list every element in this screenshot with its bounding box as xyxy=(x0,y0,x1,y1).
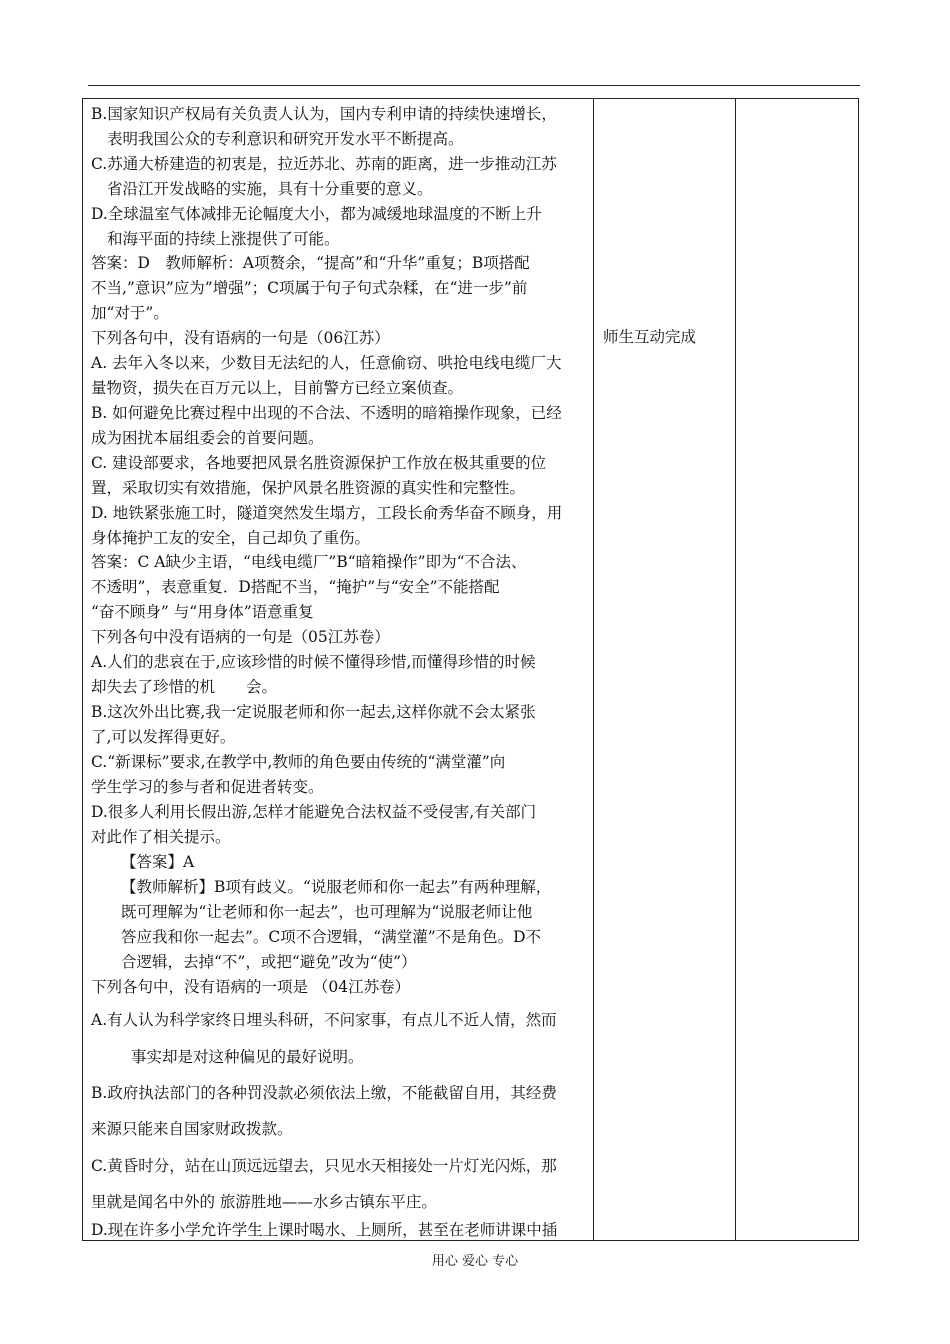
text-line: B.国家知识产权局有关负责人认为，国内专利申请的持续快速增长， xyxy=(91,105,557,123)
lesson-table xyxy=(82,98,859,1241)
column-divider-2 xyxy=(735,99,736,1240)
text-line: “奋不顾身” 与“用身体”语意重复 xyxy=(91,603,314,621)
text-line: B.这次外出比赛,我一定说服老师和你一起去,这样你就不会太紧张 xyxy=(91,703,536,721)
activity-note: 师生互动完成 xyxy=(603,328,697,346)
text-line: D.很多人利用长假出游,怎样才能避免合法权益不受侵害,有关部门 xyxy=(91,803,537,821)
header-rule xyxy=(88,85,860,86)
text-line: D.全球温室气体减排无论幅度大小，都为减缓地球温度的不断上升 xyxy=(91,205,542,223)
text-line: B.政府执法部门的各种罚没款必须依法上缴，不能截留自用，其经费 xyxy=(91,1084,557,1102)
text-line: 合逻辑，去掉“不”，或把“避免”改为“使”） xyxy=(121,953,417,971)
text-line: 下列各句中，没有语病的一项是 （04江苏卷） xyxy=(91,978,411,996)
text-line: 了,可以发挥得更好。 xyxy=(91,728,236,746)
text-line: D. 地铁紧张施工时，隧道突然发生塌方，工段长俞秀华奋不顾身，用 xyxy=(91,504,563,522)
text-line: 答应我和你一起去”。C项不合逻辑，“满堂灌”不是角色。D不 xyxy=(121,928,542,946)
text-line: C.“新课标”要求,在教学中,教师的角色要由传统的“满堂灌”向 xyxy=(91,753,506,771)
text-line: 加“对于”。 xyxy=(91,304,169,322)
text-line: 事实却是对这种偏见的最好说明。 xyxy=(131,1048,364,1066)
text-line: D.现在许多小学允许学生上课时喝水、上厕所，甚至在老师讲课中插 xyxy=(91,1221,558,1239)
text-line: 【教师解析】B项有歧义。“说服老师和你一起去”有两种理解， xyxy=(121,878,552,896)
text-line: 既可理解为“让老师和你一起去”，也可理解为“说服老师让他 xyxy=(121,903,533,921)
text-line: 答案：D 教师解析：A项赘余，“提高”和“升华”重复；B项搭配 xyxy=(91,254,530,272)
text-line: A.人们的悲哀在于,应该珍惜的时候不懂得珍惜,而懂得珍惜的时候 xyxy=(91,653,536,671)
text-line: 来源只能来自国家财政拨款。 xyxy=(91,1120,293,1138)
text-line: 下列各句中，没有语病的一句是（06江苏） xyxy=(91,329,390,347)
text-line: C. 建设部要求，各地要把风景名胜资源保护工作放在极其重要的位 xyxy=(91,454,547,472)
text-line: A. 去年入冬以来，少数目无法纪的人，任意偷窃、哄抢电线电缆厂大 xyxy=(91,354,562,372)
text-line: C.黄昏时分，站在山顶远远望去，只见水天相接处一片灯光闪烁，那 xyxy=(91,1157,557,1175)
page-footer: 用心 爱心 专心 xyxy=(431,1254,519,1269)
text-line: 量物资，损失在百万元以上，目前警方已经立案侦查。 xyxy=(91,379,464,397)
text-line: B. 如何避免比赛过程中出现的不合法、不透明的暗箱操作现象，已经 xyxy=(91,404,562,422)
text-line: 置，采取切实有效措施，保护风景名胜资源的真实性和完整性。 xyxy=(91,479,526,497)
text-line: 却失去了珍惜的机 会。 xyxy=(91,678,278,696)
text-line: 省沿江开发战略的实施，具有十分重要的意义。 xyxy=(107,180,433,198)
text-line: 里就是闻名中外的 旅游胜地——水乡古镇东平庄。 xyxy=(91,1193,437,1211)
text-line: 对此作了相关提示。 xyxy=(91,828,231,846)
text-line: 下列各句中没有语病的一句是（05江苏卷） xyxy=(91,628,390,646)
text-line: 学生学习的参与者和促进者转变。 xyxy=(91,778,324,796)
text-line: 答案：C A缺少主语，“电线电缆厂”B“暗箱操作”即为“不合法、 xyxy=(91,553,527,571)
text-line: 身体掩护工友的安全，自己却负了重伤。 xyxy=(91,529,371,547)
text-line: C.苏通大桥建造的初衷是，拉近苏北、苏南的距离，进一步推动江苏 xyxy=(91,155,557,173)
text-line: 不透明”，表意重复．D搭配不当，“掩护”与“安全”不能搭配 xyxy=(91,578,500,596)
text-line: A.有人认为科学家终日埋头科研，不问家事，有点儿不近人情，然而 xyxy=(91,1011,557,1029)
text-line: 和海平面的持续上涨提供了可能。 xyxy=(107,230,340,248)
text-line: 【答案】A xyxy=(121,853,195,871)
text-line: 表明我国公众的专利意识和研究开发水平不断提高。 xyxy=(107,130,464,148)
column-divider-1 xyxy=(593,99,594,1240)
text-line: 成为困扰本届组委会的首要问题。 xyxy=(91,429,324,447)
text-line: 不当,”意识”应为”增强”；C项属于句子句式杂糅，在“进一步”前 xyxy=(91,279,528,297)
